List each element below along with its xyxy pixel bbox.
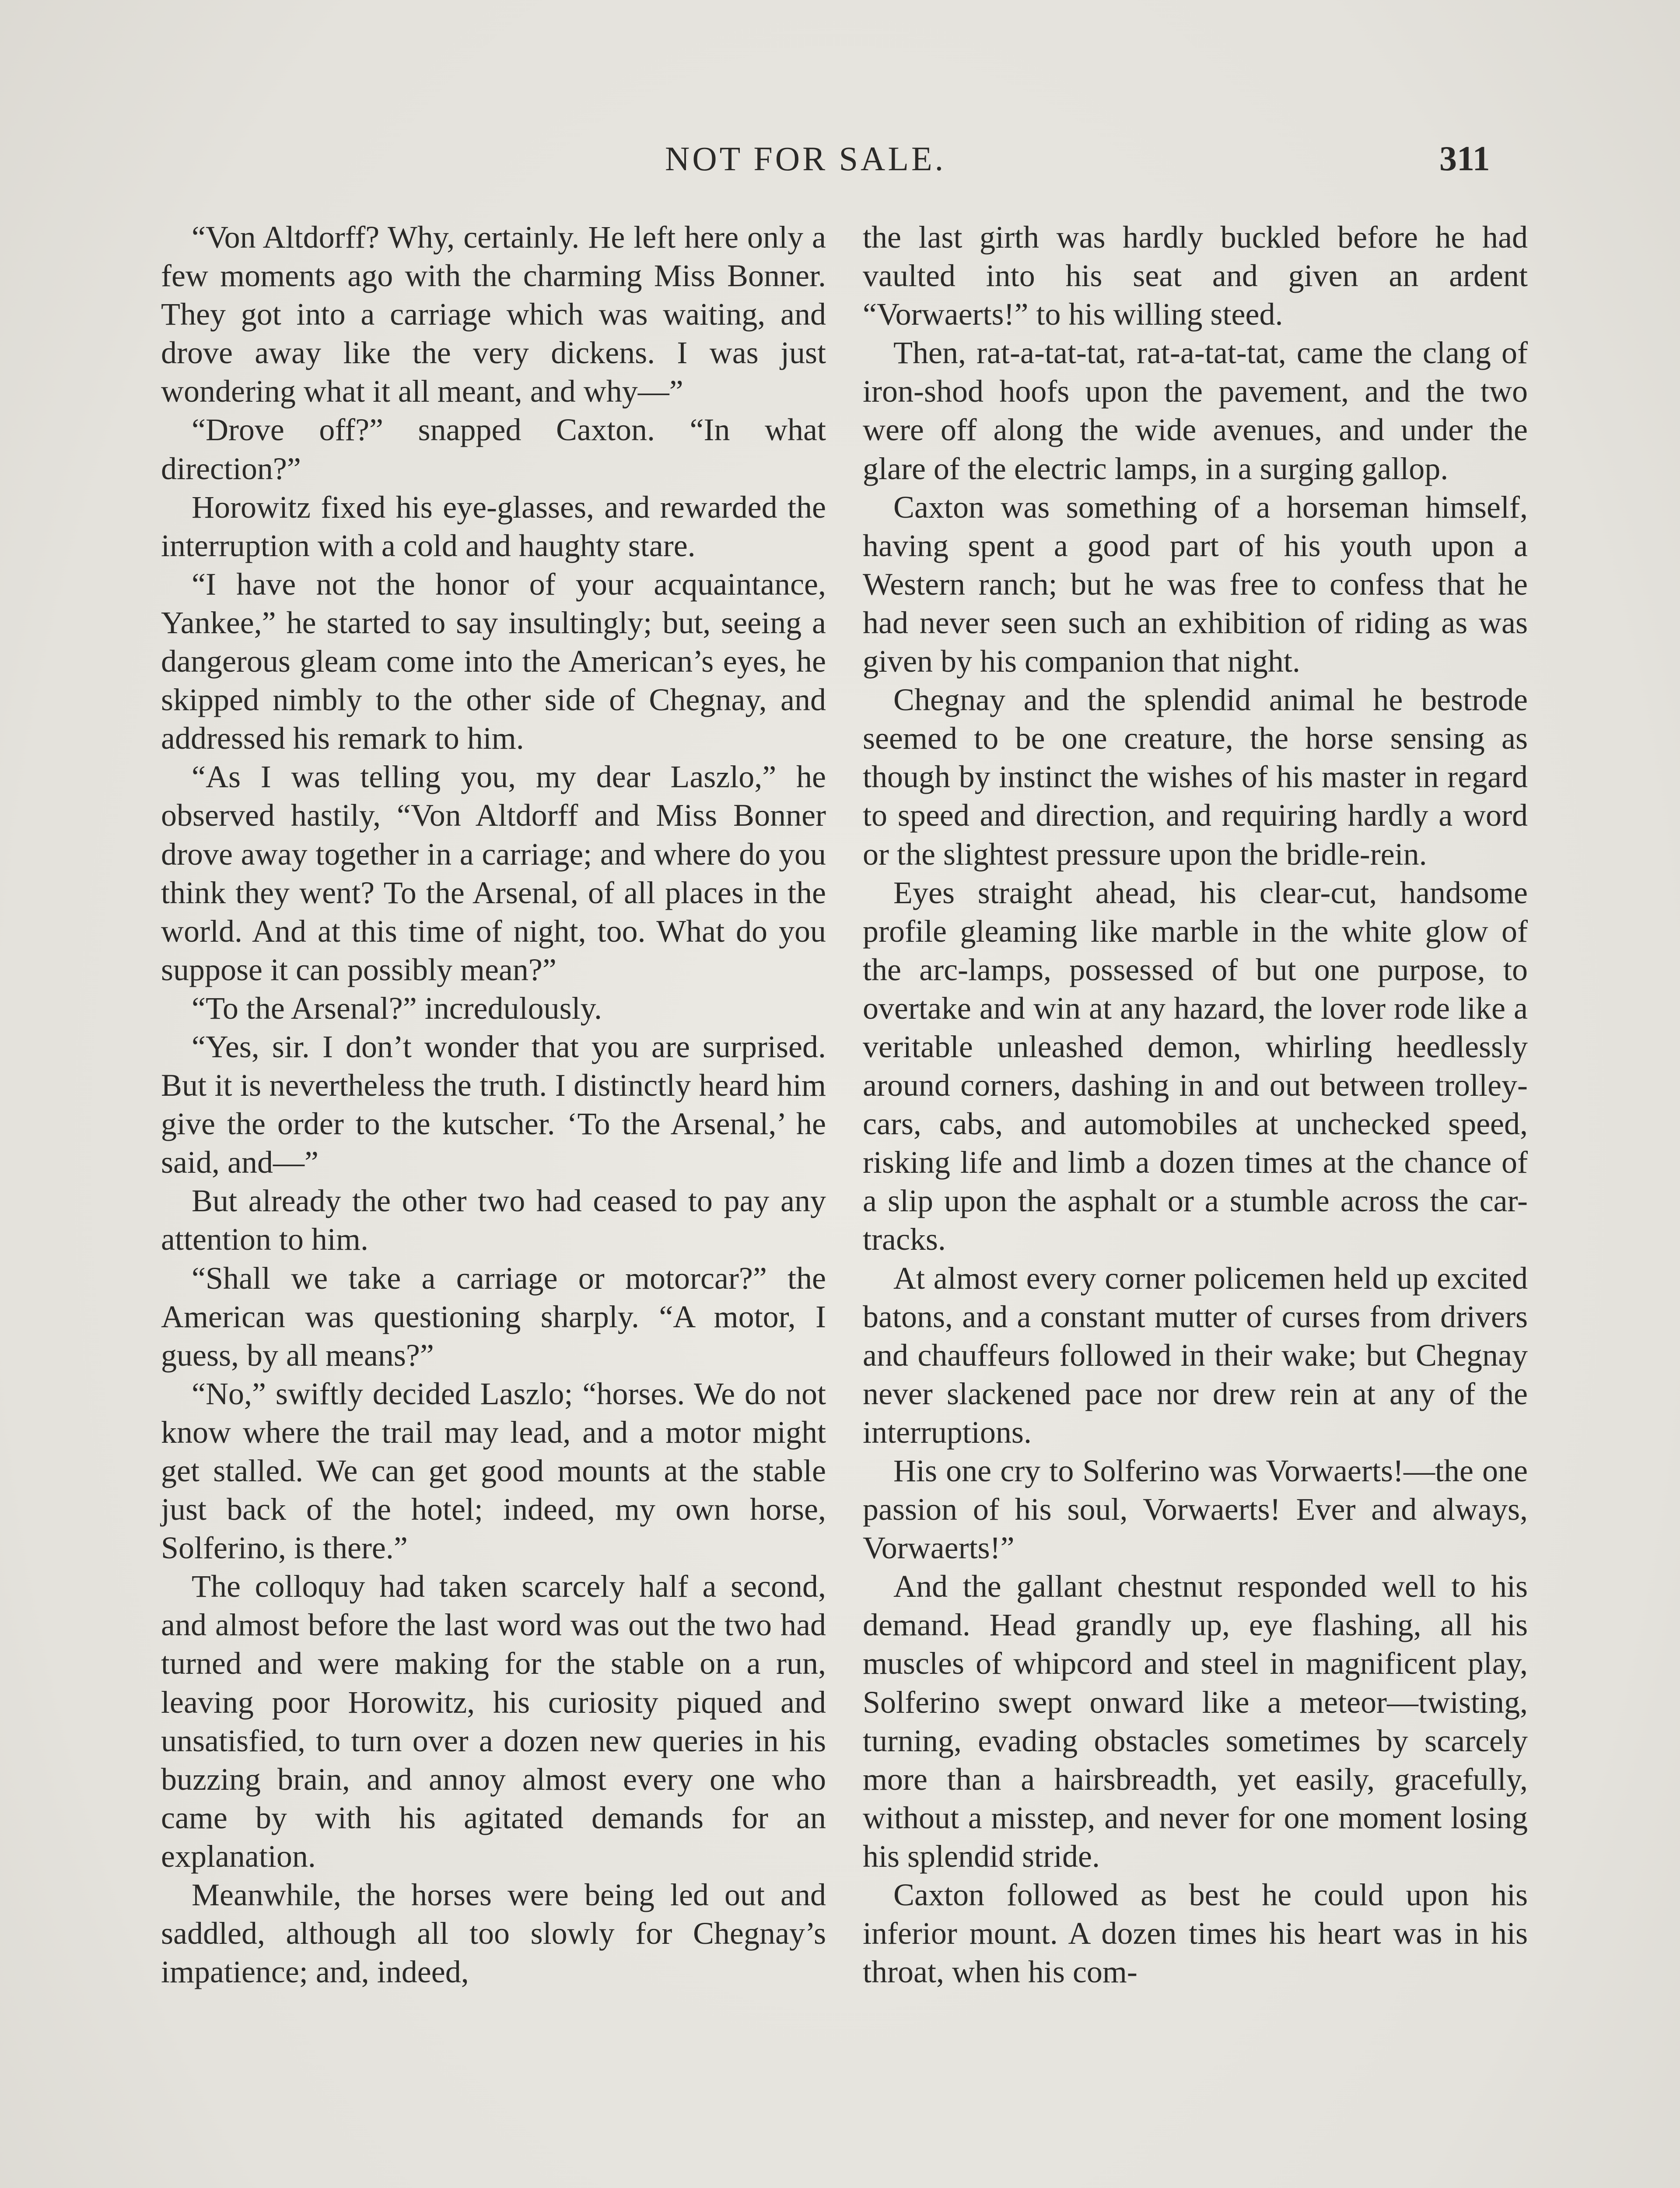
paragraph: At almost every corner policemen held up excited batons, and a constant mutter of curses from drivers and chauffeurs followed in their wake; but Chegnay never slackened pace nor drew rein at any of the interruptions.	[863, 1260, 1528, 1450]
page-number: 311	[1439, 140, 1490, 178]
paragraph: Eyes straight ahead, his clear-cut, handsome profile gleaming like marble in the white glow of the arc-lamps, possessed of but one purpose, to overtake and win at any hazard, the lover rode like a veritable unleashed demon, whirling heedlessly around corners, dashing in and out between trolley-cars, cabs, and automobiles at unchecked speed, risking life and limb a dozen times at the chance of a slip upon the asphalt or a stumble across the car-tracks.	[863, 875, 1528, 1257]
paragraph: But already the other two had ceased to pay any attention to him.	[161, 1183, 826, 1257]
paragraph: “As I was telling you, my dear Laszlo,” he observed hastily, “Von Altdorff and Miss Bonner drove away together in a carriage; and where do you think they went? To the Arsenal, of all places in the world. And at this time of night, too. What do you suppose it can possibly mean?”	[161, 759, 826, 987]
paragraph: “To the Arsenal?” incredulously.	[192, 990, 602, 1026]
paragraph: Meanwhile, the horses were being led out and saddled, although all too slowly for Chegnay’s impatience; and, indeed,	[161, 1877, 826, 1990]
paragraph: Then, rat-a-tat-tat, rat-a-tat-tat, came the clang of iron-shod hoofs upon the pavement, and the two were off along the wide avenues, and under the glare of the electric lamps, in a surging gallop.	[863, 335, 1528, 486]
paragraph: Caxton was something of a horseman himself, having spent a good part of his youth upon a Western ranch; but he was free to confess that he had never seen such an exhibition of riding as was given by his companion that night.	[863, 489, 1528, 679]
paragraph: “No,” swiftly decided Laszlo; “horses. We do not know where the trail may lead, and a motor might get stalled. We can get good mounts at the stable just back of the hotel; indeed, my own horse, Solferino, is there.”	[161, 1376, 826, 1566]
running-head: NOT FOR SALE.	[665, 140, 946, 178]
paragraph: “Von Altdorff? Why, certainly. He left here only a few moments ago with the charming Miss Bonner. They got into a carriage which was waiting, and drove away like the very dickens. I was just wondering what it all meant, and why—”	[161, 220, 826, 409]
paragraph: And the gallant chestnut responded well to his demand. Head grandly up, eye flashing, all his muscles of whipcord and steel in magnificent play, Solferino swept onward like a meteor—twisting, turning, evading obstacles sometimes by scarcely more than a hairsbreadth, yet easily, gracefully, without a misstep, and never for one moment losing his splendid stride.	[863, 1569, 1528, 1874]
paragraph: “Drove off?” snapped Caxton. “In what direction?”	[161, 412, 826, 486]
paragraph: Caxton followed as best he could upon his inferior mount. A dozen times his heart was in his throat, when his com-	[863, 1877, 1528, 1990]
paragraph: The colloquy had taken scarcely half a second, and almost before the last word was out the two had turned and were making for the stable on a run, leaving poor Horowitz, his curiosity piqued and unsatisfied, to turn over a dozen new queries in his buzzing brain, and annoy almost every one who came by with his agitated demands for an explanation.	[161, 1569, 826, 1874]
paragraph: “Yes, sir. I don’t wonder that you are surprised. But it is nevertheless the truth. I distinctly heard him give the order to the kutscher. ‘To the Arsenal,’ he said, and—”	[161, 1029, 826, 1180]
right-text-column	[863, 218, 1528, 1991]
paragraph: Chegnay and the splendid animal he bestrode seemed to be one creature, the horse sensing as though by instinct the wishes of his master in regard to speed and direction, and requiring hardly a word or the slightest pressure upon the bridle-rein.	[863, 682, 1528, 872]
left-text-column	[161, 218, 826, 1991]
paragraph: “Shall we take a carriage or motorcar?” the American was questioning sharply. “A motor, I guess, by all means?”	[161, 1260, 826, 1373]
paragraph: “I have not the honor of your acquaintance, Yankee,” he started to say insultingly; but, seeing a dangerous gleam come into the American’s eyes, he skipped nimbly to the other side of Chegnay, and addressed his remark to him.	[161, 566, 826, 756]
paragraph: Horowitz fixed his eye-glasses, and rewarded the interruption with a cold and haughty stare.	[161, 489, 826, 563]
paragraph-continued: the last girth was hardly buckled before he had vaulted into his seat and given an ardent “Vorwaerts!” to his willing steed.	[863, 220, 1528, 332]
paragraph: His one cry to Solferino was Vorwaerts!—the one passion of his soul, Vorwaerts! Ever and always, Vorwaerts!”	[863, 1453, 1528, 1566]
